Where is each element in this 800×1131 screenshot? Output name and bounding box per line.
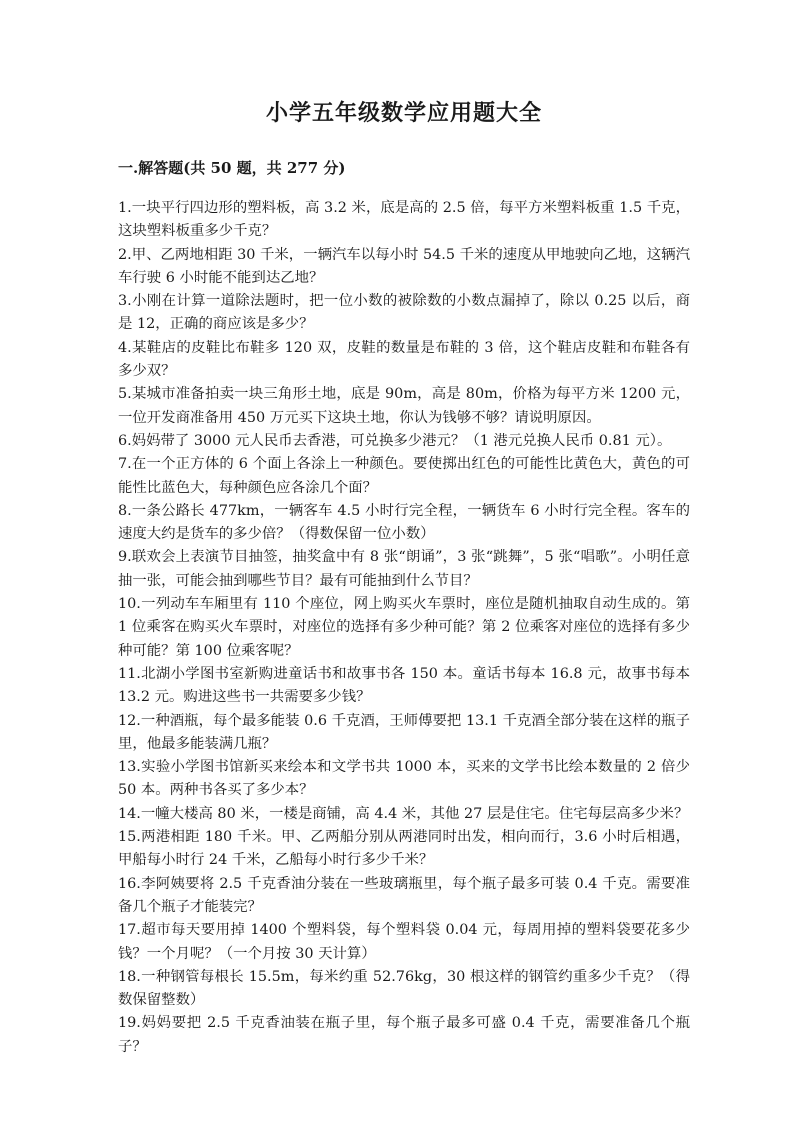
- question-item: 15.两港相距 180 千米。甲、乙两船分别从两港同时出发，相向而行，3.6 小时后相遇，甲船每小时行 24 千米，乙船每小时行多少千米？: [118, 829, 690, 869]
- question-item: 1.一块平行四边形的塑料板，高 3.2 米，底是高的 2.5 倍，每平方米塑料板重 1.5 千克，这块塑料板重多少千克？: [118, 200, 690, 240]
- question-item: 18.一种钢管每根长 15.5m，每米约重 52.76kg，30 根这样的钢管约重多少千克？（得数保留整数）: [118, 968, 690, 1009]
- question-item: 13.实验小学图书馆新买来绘本和文学书共 1000 本，买来的文学书比绘本数量的 2 倍少 50 本。两种书各买了多少本？: [118, 759, 690, 799]
- question-item: 3.小刚在计算一道除法题时，把一位小数的被除数的小数点漏掉了，除以 0.25 以后，商是 12，正确的商应该是多少？: [118, 293, 690, 333]
- question-item: 12.一种酒瓶，每个最多能装 0.6 千克酒，王师傅要把 13.1 千克酒全部分装在这样的瓶子里，他最多能装满几瓶？: [118, 712, 690, 752]
- question-item: 2.甲、乙两地相距 30 千米，一辆汽车以每小时 54.5 千米的速度从甲地驶向乙地，这辆汽车行驶 6 小时能不能到达乙地？: [118, 246, 690, 286]
- question-item: 9.联欢会上表演节目抽签，抽奖盒中有 8 张“朗诵”，3 张“跳舞”，5 张“唱歌”。小明任意抽一张，可能会抽到哪些节目？最有可能抽到什么节目？: [118, 549, 690, 589]
- section-heading: 一.解答题(共 50 题，共 277 分): [118, 159, 346, 177]
- question-item: 4.某鞋店的皮鞋比布鞋多 120 双，皮鞋的数量是布鞋的 3 倍，这个鞋店皮鞋和布鞋各有多少双？: [118, 339, 690, 380]
- question-item: 5.某城市准备拍卖一块三角形土地，底是 90m，高是 80m，价格为每平方米 1200 元，一位开发商准备用 450 万元买下这块土地，你认为钱够不够？请说明原因。: [118, 386, 690, 426]
- question-item: 16.李阿姨要将 2.5 千克香油分装在一些玻璃瓶里，每个瓶子最多可装 0.4 千克。需要准备几个瓶子才能装完？: [118, 875, 690, 915]
- question-item: 19.妈妈要把 2.5 千克香油装在瓶子里，每个瓶子最多可盛 0.4 千克，需要准备几个瓶子？: [118, 1015, 690, 1055]
- question-list: [118, 197, 690, 1059]
- question-item: 17.超市每天要用掉 1400 个塑料袋，每个塑料袋 0.04 元，每周用掉的塑料袋要花多少钱？一个月呢？（一个月按 30 天计算）: [118, 922, 690, 962]
- question-item: 8.一条公路长 477km，一辆客车 4.5 小时行完全程，一辆货车 6 小时行完全程。客车的速度大约是货车的多少倍？（得数保留一位小数）: [118, 502, 690, 543]
- document-title: 小学五年级数学应用题大全: [265, 100, 542, 126]
- question-item: 14.一幢大楼高 80 米，一楼是商铺，高 4.4 米，其他 27 层是住宅。住宅每层高多少米？: [118, 805, 689, 822]
- question-item: 10.一列动车车厢里有 110 个座位，网上购买火车票时，座位是随机抽取自动生成的。第 1 位乘客在购买火车票时，对座位的选择有多少种可能？第 2 位乘客对座位的选择有多少种可能？第 100 位乘客呢？: [118, 596, 690, 659]
- question-item: 11.北湖小学图书室新购进童话书和故事书各 150 本。童话书每本 16.8 元，故事书每本 13.2 元。购进这些书一共需要多少钱？: [118, 665, 690, 706]
- question-item: 7.在一个正方体的 6 个面上各涂上一种颜色。要使掷出红色的可能性比黄色大，黄色的可能性比蓝色大，每种颜色应各涂几个面？: [118, 456, 690, 496]
- question-item: 6.妈妈带了 3000 元人民币去香港，可兑换多少港元？（1 港元兑换人民币 0.81 元）。: [118, 432, 672, 449]
